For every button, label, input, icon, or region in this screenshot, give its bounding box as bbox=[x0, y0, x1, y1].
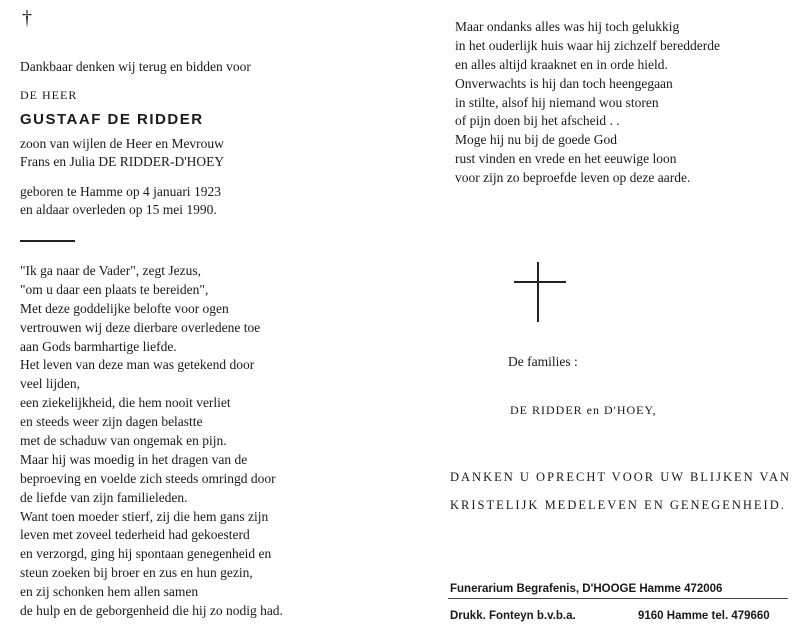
printer-address: 9160 Hamme tel. 479660 bbox=[638, 610, 770, 622]
poem-line: Met deze goddelijke belofte voor ogen bbox=[20, 300, 229, 316]
poem-line: voor zijn zo beproefde leven op deze aarde. bbox=[455, 170, 691, 186]
poem-line: en alles altijd kraaknet en in orde hield. bbox=[455, 56, 668, 72]
poem-line: en verzorgd, ging hij spontaan genegenheid en bbox=[20, 546, 272, 562]
poem-line: Maar ondanks alles was hij toch gelukkig bbox=[455, 19, 680, 34]
poem-line: leven met zoveel tederheid had gekoesterd bbox=[20, 527, 250, 543]
parents-line-2: Frans en Julia DE RIDDER-D'HOEY bbox=[20, 154, 225, 169]
poem-line: Moge hij nu bij de goede God bbox=[455, 132, 617, 148]
left-poem bbox=[20, 262, 283, 621]
poem-line: de liefde van zijn familieleden. bbox=[20, 489, 188, 505]
poem-line: aan Gods barmhartige liefde. bbox=[20, 338, 177, 354]
poem-line: Het leven van deze man was getekend door bbox=[20, 357, 255, 373]
funeral-home-line: Funerarium Begrafenis, D'HOOGE Hamme 472006 bbox=[450, 583, 723, 595]
poem-line: steun zoeken bij broer en zus en hun gezin, bbox=[20, 565, 253, 581]
poem-line: rust vinden en vrede en het eeuwige loon bbox=[455, 151, 677, 167]
poem-line: Maar hij was moedig in het dragen van de bbox=[20, 451, 248, 467]
poem-line: beproeving en voelde zich steeds omringd door bbox=[20, 470, 276, 486]
poem-line: de hulp en de geborgenheid die hij zo nodig had. bbox=[20, 603, 283, 619]
poem-line: met de schaduw van ongemak en pijn. bbox=[20, 433, 227, 449]
intro-text: Dankbaar denken wij terug en bidden voor bbox=[20, 59, 251, 74]
thanks-line-2: KRISTELIJK MEDELEVEN EN GENEGENHEID. bbox=[450, 498, 786, 512]
poem-line: of pijn doen bij het afscheid . . bbox=[455, 113, 620, 129]
title-text: DE HEER bbox=[20, 88, 78, 102]
deceased-name: GUSTAAF DE RIDDER bbox=[20, 111, 204, 128]
families-label: De families : bbox=[508, 354, 578, 369]
poem-line: vertrouwen wij deze dierbare overledene toe bbox=[20, 319, 261, 335]
poem-line: "om u daar een plaats te bereiden", bbox=[20, 281, 209, 297]
printer-name: Drukk. Fonteyn b.v.b.a. bbox=[450, 610, 576, 622]
footer-divider bbox=[448, 598, 788, 599]
death-line: en aldaar overleden op 15 mei 1990. bbox=[20, 202, 217, 217]
poem-line: in het ouderlijk huis waar hij zichzelf beredderde bbox=[455, 37, 721, 53]
cross-icon: † bbox=[22, 7, 32, 29]
poem-line: in stilte, alsof hij niemand wou storen bbox=[455, 94, 659, 110]
thanks-line-1: DANKEN U OPRECHT VOOR UW BLIJKEN VAN bbox=[450, 470, 792, 484]
divider bbox=[20, 240, 75, 242]
right-poem bbox=[455, 18, 720, 188]
families-names: DE RIDDER en D'HOEY, bbox=[510, 403, 657, 417]
poem-line: Want toen moeder stierf, zij die hem gans zijn bbox=[20, 508, 269, 524]
poem-line: en steeds weer zijn dagen belastte bbox=[20, 414, 203, 430]
parents-line-1: zoon van wijlen de Heer en Mevrouw bbox=[20, 136, 224, 151]
poem-line: "Ik ga naar de Vader", zegt Jezus, bbox=[20, 263, 201, 278]
poem-line: een ziekelijkheid, die hem nooit verliet bbox=[20, 395, 231, 411]
birth-line: geboren te Hamme op 4 januari 1923 bbox=[20, 184, 221, 199]
poem-line: en zij schonken hem allen samen bbox=[20, 584, 199, 600]
poem-line: Onverwachts is hij dan toch heengegaan bbox=[455, 75, 673, 91]
poem-line: veel lijden, bbox=[20, 376, 80, 392]
large-cross-icon bbox=[514, 262, 566, 322]
